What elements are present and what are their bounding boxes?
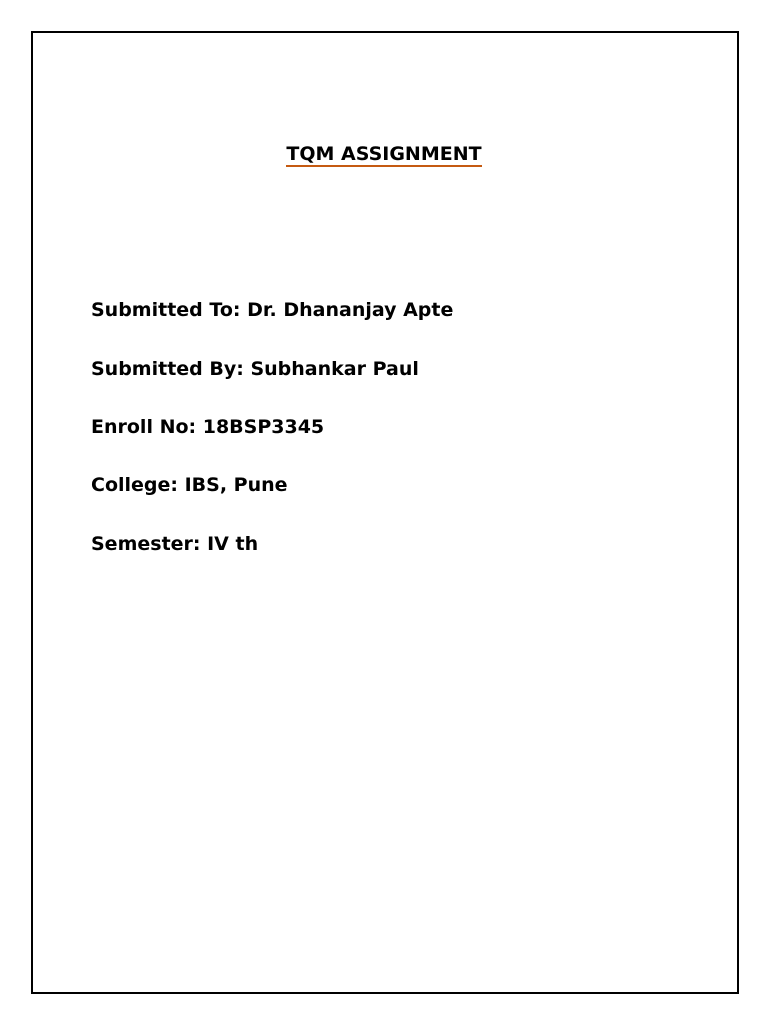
semester-line: Semester: IV th xyxy=(91,533,259,555)
enroll-no-line: Enroll No: 18BSP3345 xyxy=(91,416,325,438)
submitted-by-line: Submitted By: Subhankar Paul xyxy=(91,358,419,380)
submitted-to-line: Submitted To: Dr. Dhananjay Apte xyxy=(91,299,454,321)
page-border xyxy=(31,31,739,994)
college-line: College: IBS, Pune xyxy=(91,474,288,496)
document-title-text: TQM ASSIGNMENT xyxy=(286,143,482,165)
document-title xyxy=(0,143,768,167)
